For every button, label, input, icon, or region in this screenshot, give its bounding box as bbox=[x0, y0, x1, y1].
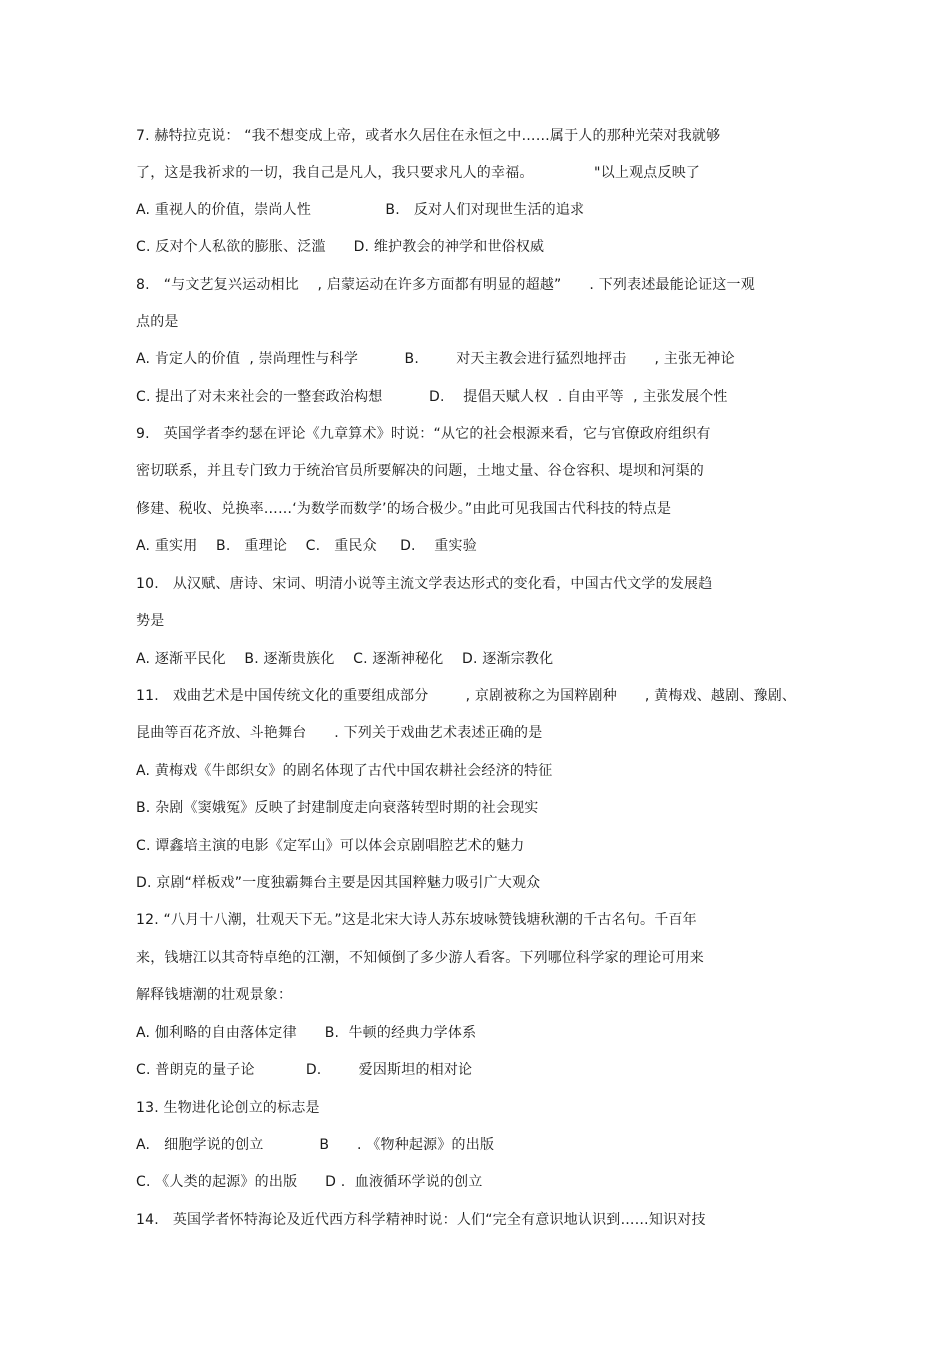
q7-options-cd: C. 反对个人私欲的膨胀、泛滥 D. 维护教会的神学和世俗权威 bbox=[136, 239, 545, 255]
q7-options-ab: A. 重视人的价值，崇尚人性 B. 反对人们对现世生活的追求 bbox=[136, 202, 585, 218]
q10-stem-line2: 势是 bbox=[136, 613, 165, 629]
q7-stem-line1: 7. 赫特拉克说： “我不想变成上帝，或者水久居住在永恒之中……属于人的那种光荣对我就够 bbox=[136, 128, 721, 144]
q7-stem-line2: 了，这是我祈求的一切，我自己是凡人，我只要求凡人的幸福。 "以上观点反映了 bbox=[136, 165, 701, 181]
q9-stem-line3: 修建、税收、兑换率……‘为数学而数学’的场合极少。”由此可见我国古代科技的特点是 bbox=[136, 501, 672, 517]
q13-options-ab: A. 细胞学说的创立 B . 《物种起源》的出版 bbox=[136, 1137, 495, 1153]
q9-options: A. 重实用 B. 重理论 C. 重民众 D. 重实验 bbox=[136, 538, 477, 554]
q11-stem-line2: 昆曲等百花齐放、斗艳舞台 . 下列关于戏曲艺术表述正确的是 bbox=[136, 725, 543, 741]
q13-options-cd: C. 《人类的起源》的出版 D . 血液循环学说的创立 bbox=[136, 1174, 483, 1190]
q12-stem-line1: 12. “八月十八潮，壮观天下无。”这是北宋大诗人苏东坡咏赞钱塘秋潮的千古名句。千百年 bbox=[136, 912, 697, 928]
q8-options-cd: C. 提出了对未来社会的一整套政治构想 D. 提倡天赋人权 . 自由平等 , 主张发展个性 bbox=[136, 389, 728, 405]
q12-stem-line3: 解释钱塘潮的壮观景象： bbox=[136, 987, 293, 1003]
q8-options-ab: A. 肯定人的价值 , 崇尚理性与科学 B. 对天主教会进行猛烈地抨击 , 主张无神论 bbox=[136, 351, 735, 367]
q12-options-cd: C. 普朗克的量子论 D. 爱因斯坦的相对论 bbox=[136, 1062, 473, 1078]
q13-stem-line1: 13. 生物进化论创立的标志是 bbox=[136, 1100, 320, 1116]
q9-stem-line1: 9. 英国学者李约瑟在评论《九章算术》时说：“从它的社会根源来看，它与官僚政府组织有 bbox=[136, 426, 711, 442]
q11-option-c: C. 谭鑫培主演的电影《定军山》可以体会京剧唱腔艺术的魅力 bbox=[136, 838, 525, 854]
q12-stem-line2: 来，钱塘江以其奇特卓绝的江潮，不知倾倒了多少游人看客。下列哪位科学家的理论可用来 bbox=[136, 950, 704, 966]
q8-stem-line2: 点的是 bbox=[136, 314, 179, 330]
q11-option-b: B. 杂剧《窦娥冤》反映了封建制度走向衰落转型时期的社会现实 bbox=[136, 800, 539, 816]
q10-options: A. 逐渐平民化 B. 逐渐贵族化 C. 逐渐神秘化 D. 逐渐宗教化 bbox=[136, 651, 554, 667]
q14-stem-line1: 14. 英国学者怀特海论及近代西方科学精神时说：人们“完全有意识地认识到……知识对技 bbox=[136, 1212, 706, 1228]
q12-options-ab: A. 伽利略的自由落体定律 B. 牛顿的经典力学体系 bbox=[136, 1025, 477, 1041]
q10-stem-line1: 10. 从汉赋、唐诗、宋词、明清小说等主流文学表达形式的变化看，中国古代文学的发展趋 bbox=[136, 576, 713, 592]
q11-option-a: A. 黄梅戏《牛郎织女》的剧名体现了古代中国农耕社会经济的特征 bbox=[136, 763, 553, 779]
q9-stem-line2: 密切联系，并且专门致力于统治官员所要解决的问题，土地丈量、谷仓容积、堤坝和河渠的 bbox=[136, 463, 704, 479]
q8-stem-line1: 8. “与文艺复兴运动相比 , 启蒙运动在许多方面都有明显的超越” . 下列表述最能论证这一观 bbox=[136, 277, 755, 293]
q11-stem-line1: 11. 戏曲艺术是中国传统文化的重要组成部分 , 京剧被称之为国粹剧种 , 黄梅戏、越剧、豫剧、 bbox=[136, 688, 797, 704]
q11-option-d: D. 京剧“样板戏”一度独霸舞台主要是因其国粹魅力吸引广大观众 bbox=[136, 875, 541, 891]
